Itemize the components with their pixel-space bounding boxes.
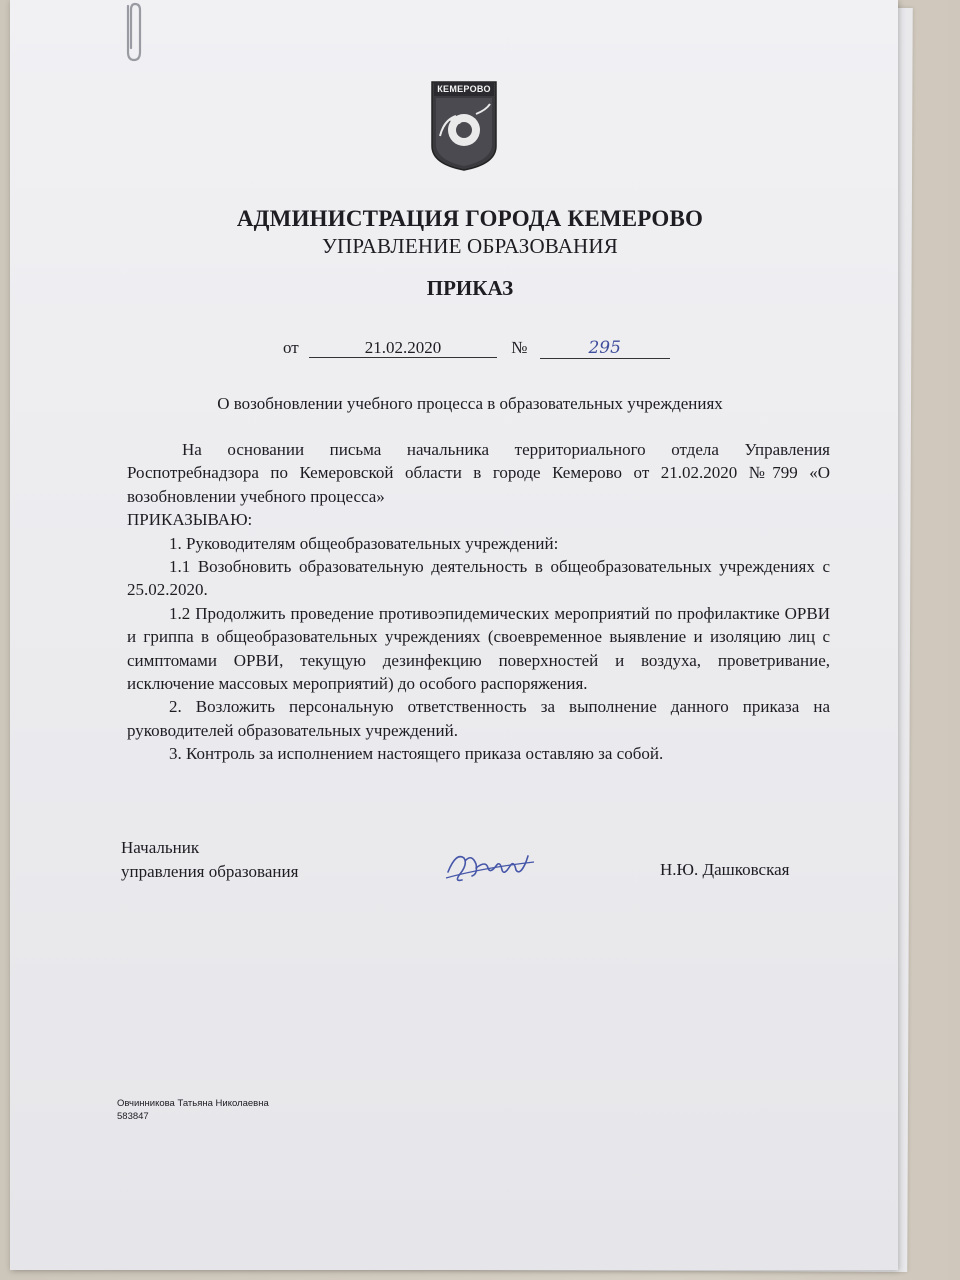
date-number-line xyxy=(283,338,670,359)
number-label: № xyxy=(511,338,528,357)
signatory-name: Н.Ю. Дашковская xyxy=(660,860,790,879)
preamble-paragraph: На основании письма начальника территориального отдела Управления Роспотребнадзора по Кемеровской области в городе Кемерово от 21.02.2020 №799 «О возобновлении учебного процесса» xyxy=(127,440,830,506)
signatory-position xyxy=(121,836,298,884)
order-item-1-2: 1.2 Продолжить проведение противоэпидемических мероприятий по профилактике ОРВИ и гриппа в общеобразовательных учреждениях (своевременное выявление и изоляцию лиц с симптомами ОРВИ, текущую дезинфекцию поверхностей и воздуха, проветривание, исключение массовых мероприятий) до особого распоряжения. xyxy=(127,603,830,694)
position-line-1: Начальник xyxy=(121,838,200,857)
date-label: от xyxy=(283,338,299,357)
position-line-2: управления образования xyxy=(121,862,299,881)
document-type: ПРИКАЗ xyxy=(426,276,514,300)
city-emblem xyxy=(430,80,498,172)
order-item-2: 2. Возложить персональную ответственность за выполнение данного приказа на руководителей образовательных учреждений. xyxy=(127,697,830,740)
order-body xyxy=(127,438,830,766)
order-item-1: 1. Руководителям общеобразовательных учреждений: xyxy=(169,533,559,553)
executor-phone: 583847 xyxy=(117,1111,149,1122)
emblem-banner: КЕМЕРОВО xyxy=(434,82,494,96)
order-subject: О возобновлении учебного процесса в образовательных учреждениях xyxy=(217,394,723,413)
order-number: 295 xyxy=(540,339,670,359)
order-date: 21.02.2020 xyxy=(309,338,497,358)
order-item-3: 3. Контроль за исполнением настоящего приказа оставляю за собой. xyxy=(169,744,664,764)
department-title: УПРАВЛЕНИЕ ОБРАЗОВАНИЯ xyxy=(321,234,618,258)
document-page xyxy=(10,0,898,1270)
paper-clip-icon xyxy=(120,2,146,64)
administration-title: АДМИНИСТРАЦИЯ ГОРОДА КЕМЕРОВО xyxy=(236,206,704,231)
handwritten-signature xyxy=(442,838,542,890)
executor-name: Овчинникова Татьяна Николаевна xyxy=(117,1098,269,1109)
order-word: ПРИКАЗЫВАЮ: xyxy=(127,510,253,530)
executor-info xyxy=(117,1097,269,1123)
order-item-1-1: 1.1 Возобновить образовательную деятельность в общеобразовательных учреждениях с 25.02.2020. xyxy=(127,557,830,600)
